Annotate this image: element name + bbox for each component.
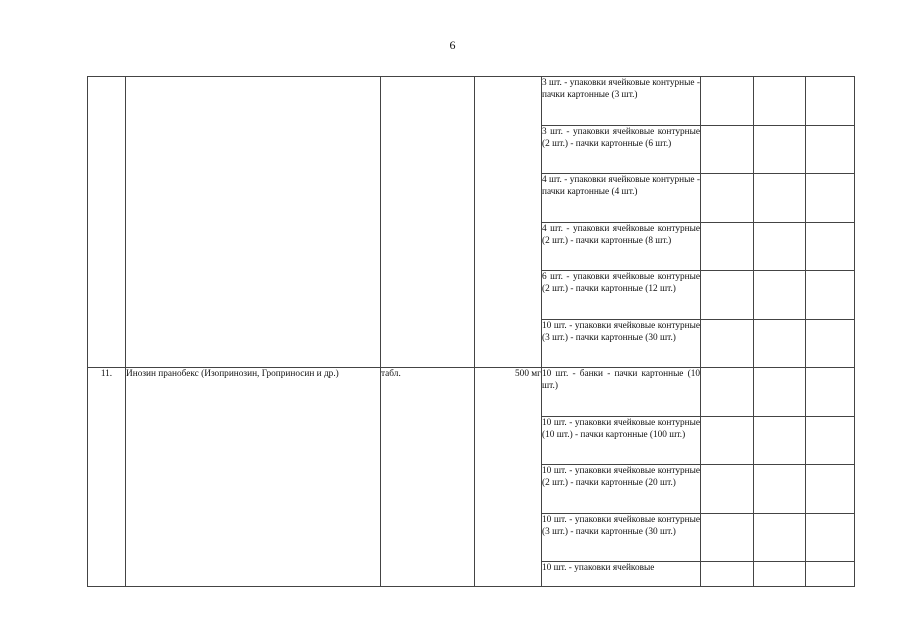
cell-empty <box>806 319 855 368</box>
cell-empty <box>701 319 754 368</box>
cell-packaging: 10 шт. - упаковки ячейковые контурные (3 шт.) - пачки картонные (30 шт.) <box>542 513 701 562</box>
cell-empty <box>701 125 754 174</box>
cell-empty <box>806 77 855 126</box>
cell-empty <box>754 125 806 174</box>
table-row <box>88 77 855 126</box>
cell-empty <box>701 416 754 465</box>
cell-dosage-form <box>381 77 475 368</box>
cell-packaging: 10 шт. - упаковки ячейковые контурные (3 шт.) - пачки картонные (30 шт.) <box>542 319 701 368</box>
cell-number <box>88 77 126 368</box>
cell-packaging: 4 шт. - упаковки ячейковые контурные - пачки картонные (4 шт.) <box>542 174 701 223</box>
cell-dosage-form: табл. <box>381 368 475 587</box>
cell-packaging: 10 шт. - упаковки ячейковые <box>542 562 701 587</box>
cell-empty <box>806 465 855 514</box>
cell-empty <box>701 513 754 562</box>
cell-empty <box>806 416 855 465</box>
cell-packaging: 3 шт. - упаковки ячейковые контурные (2 шт.) - пачки картонные (6 шт.) <box>542 125 701 174</box>
cell-dose <box>475 77 542 368</box>
drug-table <box>87 76 855 587</box>
cell-packaging: 4 шт. - упаковки ячейковые контурные (2 шт.) - пачки картонные (8 шт.) <box>542 222 701 271</box>
cell-empty <box>806 562 855 587</box>
cell-empty <box>806 368 855 417</box>
cell-drug-name <box>126 77 381 368</box>
cell-empty <box>754 77 806 126</box>
cell-packaging: 10 шт. - банки - пачки картонные (10 шт.) <box>542 368 701 417</box>
cell-empty <box>806 174 855 223</box>
cell-empty <box>701 271 754 320</box>
cell-empty <box>806 125 855 174</box>
cell-empty <box>754 174 806 223</box>
cell-empty <box>701 562 754 587</box>
page-number: 6 <box>449 38 456 52</box>
cell-empty <box>754 465 806 514</box>
cell-empty <box>754 416 806 465</box>
cell-number: 11. <box>88 368 126 587</box>
cell-empty <box>806 271 855 320</box>
cell-empty <box>754 319 806 368</box>
cell-empty <box>701 465 754 514</box>
cell-empty <box>754 271 806 320</box>
cell-packaging: 10 шт. - упаковки ячейковые контурные (2 шт.) - пачки картонные (20 шт.) <box>542 465 701 514</box>
cell-empty <box>754 562 806 587</box>
cell-empty <box>754 513 806 562</box>
table-row <box>88 368 855 417</box>
cell-empty <box>701 368 754 417</box>
cell-empty <box>701 77 754 126</box>
cell-packaging: 10 шт. - упаковки ячейковые контурные (10 шт.) - пачки картонные (100 шт.) <box>542 416 701 465</box>
cell-empty <box>754 222 806 271</box>
cell-drug-name: Инозин пранобекс (Изопринозин, Гроприносин и др.) <box>126 368 381 587</box>
cell-empty <box>806 513 855 562</box>
cell-packaging: 6 шт. - упаковки ячейковые контурные (2 шт.) - пачки картонные (12 шт.) <box>542 271 701 320</box>
cell-empty <box>701 174 754 223</box>
cell-packaging: 3 шт. - упаковки ячейковые контурные - пачки картонные (3 шт.) <box>542 77 701 126</box>
cell-dose: 500 мг <box>475 368 542 587</box>
cell-empty <box>754 368 806 417</box>
cell-empty <box>701 222 754 271</box>
cell-empty <box>806 222 855 271</box>
